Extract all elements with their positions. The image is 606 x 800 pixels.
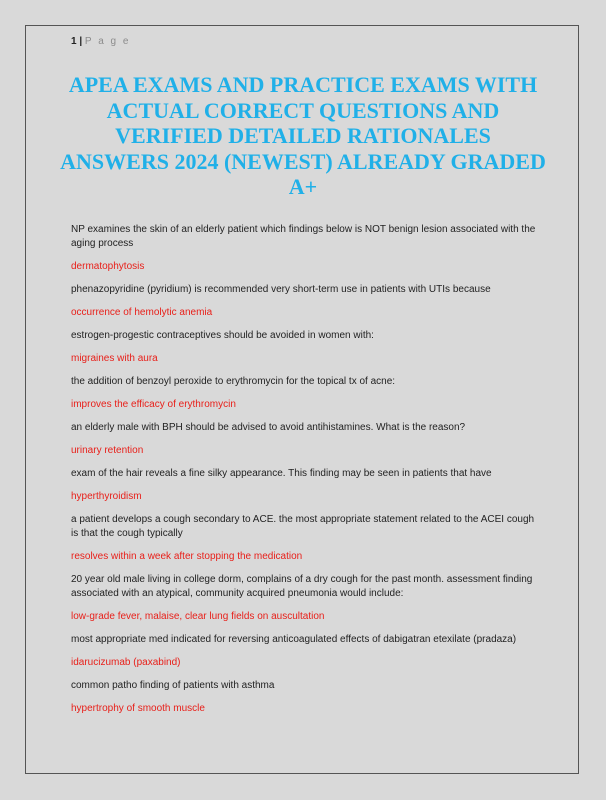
answer-text: hyperthyroidism [71,491,142,502]
question-text: phenazopyridine (pyridium) is recommended very short-term use in patients with UTIs because [71,284,491,295]
document-title: APEA EXAMS AND PRACTICE EXAMS WITH ACTUAL CORRECT QUESTIONS AND VERIFIED DETAILED RATIONALES ANSWERS 2024 (NEWEST) ALREADY GRADED A+ [60,72,546,199]
page-number: 1 [71,36,77,47]
qa-list [71,223,541,725]
answer-text: idarucizumab (paxabind) [71,657,181,668]
question-text: exam of the hair reveals a fine silky appearance. This finding may be seen in patients that have [71,468,492,479]
question-text: NP examines the skin of an elderly patient which findings below is NOT benign lesion associated with the aging process [71,224,536,249]
answer-text: hypertrophy of smooth muscle [71,703,205,714]
answer-text: occurrence of hemolytic anemia [71,307,213,318]
question-text: estrogen-progestic contraceptives should be avoided in women with: [71,330,374,341]
question-text: 20 year old male living in college dorm, complains of a dry cough for the past month. assessment finding associated with an atypical, community acquired pneumonia would include: [71,574,533,599]
answer-text: low-grade fever, malaise, clear lung fields on auscultation [71,611,325,622]
question-text: the addition of benzoyl peroxide to erythromycin for the topical tx of acne: [71,376,396,387]
answer-text: dermatophytosis [71,261,145,272]
answer-text: improves the efficacy of erythromycin [71,399,236,410]
answer-text: migraines with aura [71,353,158,364]
page-label: P a g e [84,36,131,47]
question-text: common patho finding of patients with asthma [71,680,275,691]
page-separator: | [76,36,85,47]
answer-text: urinary retention [71,445,144,456]
question-text: most appropriate med indicated for reversing anticoagulated effects of dabigatran etexilate (pradaza) [71,634,517,645]
answer-text: resolves within a week after stopping the medication [71,551,303,562]
question-text: an elderly male with BPH should be advised to avoid antihistamines. What is the reason? [71,422,466,433]
page-header [71,36,130,47]
question-text: a patient develops a cough secondary to ACE. the most appropriate statement related to the ACEI cough is that the cough typically [71,514,535,539]
